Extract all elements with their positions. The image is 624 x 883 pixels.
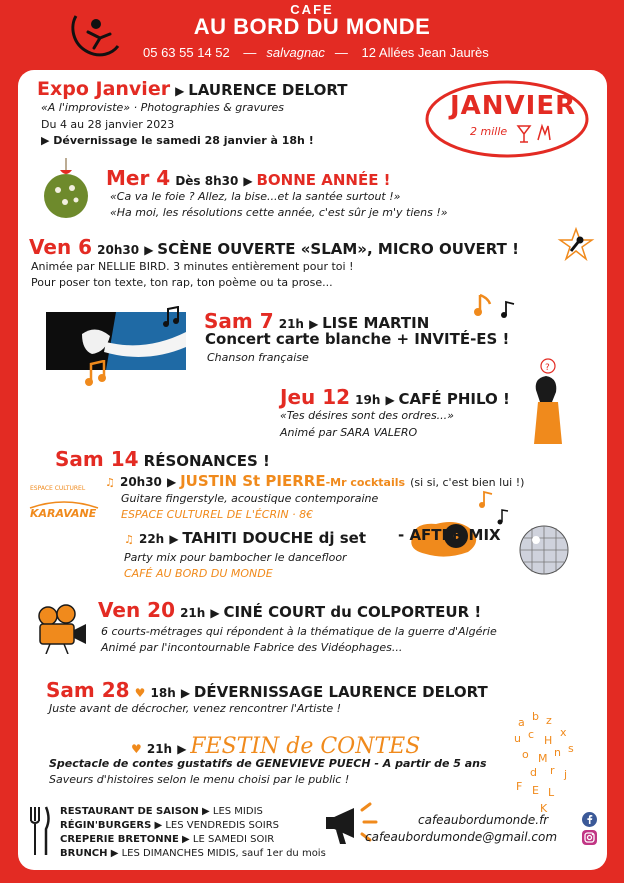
music-note-icon [84,360,108,388]
header [0,0,624,70]
ven20-time: 21h [180,606,206,620]
arrow-icon: ▶ [385,393,399,407]
jeu12-line2: Animé par SARA VALERO [280,426,418,439]
expo-subtitle [41,102,284,115]
letters-cascade-icon [510,712,584,816]
sam14-e1-heading [105,472,524,490]
arrow-icon: ▶ [309,317,323,331]
footer-item-when: LES DIMANCHES MIDIS, sauf 1er du mois [121,848,326,859]
sam14-e2-title: TAHITI DOUCHE dj set [182,529,366,547]
sam14-day: Sam 14 [55,447,139,471]
jeu12-day: Jeu 12 [280,385,351,409]
mer4-heading [106,167,391,190]
sam14-e1-place: ESPACE CULTUREL DE L'ÉCRIN · 8€ [121,508,314,521]
ven20-day: Ven 20 [98,598,175,622]
sam14-e2-heading [124,529,366,547]
svg-text:s: s [568,742,574,755]
music-note-icon [500,300,518,320]
svg-text:r: r [550,764,555,777]
mer4-time: Dès 8h30 [175,174,239,188]
svg-text:u: u [514,732,521,745]
sam7-time: 21h [278,317,304,331]
ven6-line2: Pour poser ton texte, ton rap, ton poème ou ta prose... [31,276,333,289]
sam14-e1-sub: -Mr cocktails [325,476,406,489]
arrow-icon: ▶ [182,834,190,845]
svg-text:n: n [554,746,561,759]
ven6-line1: Animée par NELLIE BIRD. 3 minutes entièrement pour toi ! [31,260,354,273]
expo-label: Expo Janvier [37,78,171,100]
sam14-e2-place: CAFÉ AU BORD DU MONDE [124,567,273,580]
sam28-heading [46,679,488,702]
arrow-icon: ▶ [144,243,158,257]
svg-text:a: a [518,716,525,729]
sam28-e2-line1: Spectacle de contes gustatifs de GENEVIEVE PUECH - A partir de 5 ans [49,757,487,770]
svg-text:o: o [522,748,529,761]
svg-text:c: c [528,728,535,741]
ven20-line1: 6 courts-métrages qui répondent à la thématique de la guerre d'Algérie [101,625,497,638]
svg-text:z: z [546,714,552,727]
sam28-e2-title: FESTIN de CONTES [190,734,421,759]
sam14-heading [55,448,270,471]
sam14-e1-time: 20h30 [119,475,162,489]
facebook-icon[interactable] [582,812,597,827]
sam28-e2-heading [131,734,420,759]
footer-item-when: LES MIDIS [212,806,263,817]
expo-show-title: «A l'improviste» [41,101,131,114]
karavane-logo [28,480,100,528]
karavane-logo-label: ESPACE CULTUREL [30,485,86,492]
sam14-e1-note: (si si, c'est bien lui !) [410,476,525,489]
music-note-icon [472,292,494,318]
footer-item-name: BRUNCH [60,848,108,859]
arrow-icon: ▶ [154,820,163,831]
sam14-e2-time: 22h [138,532,165,546]
footer-item-name: CREPERIE BRETONNE [60,834,179,845]
microphone-star-icon [557,227,595,263]
ven6-day: Ven 6 [29,235,93,259]
jeu12-title: CAFÉ PHILO ! [398,390,510,408]
music-note-icon: ♫ [105,476,115,489]
instagram-icon[interactable] [582,830,597,845]
town-name: salvagnac [266,45,325,60]
jeu12-heading [280,386,510,409]
arrow-icon: ▶ [169,532,183,546]
town-separator-2: — [334,45,348,60]
sam14-e2-after: - AFTER MIX [398,526,501,544]
program-card [18,70,607,870]
facebook-link[interactable]: cafeaubordumonde.fr [418,813,549,827]
sam14-e1-title: JUSTIN St PIERRE [180,472,326,490]
arrow-icon: ▶ [180,686,194,700]
thinking-woman-icon [522,356,574,446]
svg-text:E: E [532,784,539,797]
arrow-icon: ▶ [201,806,210,817]
footer-item [60,806,263,817]
music-note-icon [496,508,514,526]
svg-text:M: M [538,752,548,765]
svg-text:d: d [530,766,537,779]
mer4-day: Mer 4 [106,166,171,190]
phone-number: 05 63 55 14 52 [143,45,230,60]
ven20-line2: Animé par l'incontournable Fabrice des Vidéophages... [101,641,403,654]
sam7-subtitle: Concert carte blanche + INVITÉ-ES ! [205,330,510,348]
svg-text:H: H [544,734,553,747]
svg-text:K: K [540,802,548,815]
expo-show-type: · Photographies & gravures [130,101,285,114]
sam14-e2-line: Party mix pour bambocher le dancefloor [124,551,347,564]
arrow-icon: ▶ [210,606,224,620]
sam7-day: Sam 7 [204,309,274,333]
contact-line [143,45,499,60]
expo-artist: LAURENCE DELORT [188,81,348,99]
month-year: 2 mille [470,125,508,138]
cafe-label: CAFE [290,2,334,17]
svg-text:F: F [516,780,523,793]
sam7-line1: Chanson française [207,351,309,364]
sam28-e2-time: 21h [146,742,173,756]
fork-knife-icon [26,805,52,857]
town-separator: — [243,45,257,60]
footer-item-when: LE SAMEDI SOIR [192,834,275,845]
address: 12 Allées Jean Jaurès [361,45,489,60]
music-note-icon [162,306,182,330]
footer-item-name: RESTAURANT DE SAISON [60,806,199,817]
expo-vernissage [41,135,314,148]
sam28-time: 18h [150,686,176,700]
sam7-title: LISE MARTIN [322,314,430,332]
music-note-icon [478,490,498,510]
arrow-icon: ▶ [167,475,181,489]
arrow-icon: ▶ [243,174,257,188]
sam28-day: Sam 28 [46,678,130,702]
footer-item [60,848,326,859]
jeu12-time: 19h [355,393,381,407]
footer-item-when: LES VENDREDIS SOIRS [165,820,280,831]
sam28-e2-line2: Saveurs d'histoires selon le menu choisi par le public ! [49,773,350,786]
music-note-icon: ♫ [124,533,134,546]
disco-ball-icon [516,522,572,578]
svg-text:?: ? [545,363,550,373]
expo-vernissage-text: Dévernissage le samedi 28 janvier à 18h ! [53,134,314,147]
mistletoe-icon [38,158,94,222]
wine-glass-icon [514,122,554,146]
ven6-heading [29,236,519,259]
jeu12-line1: «Tes désires sont des ordres...» [280,409,454,422]
heart-icon: ♥ [134,686,146,700]
svg-text:j: j [564,768,568,781]
film-camera-icon [30,602,90,654]
mer4-title: BONNE ANNÉE ! [256,171,391,189]
ven6-time: 20h30 [97,243,140,257]
footer-item-name: RÉGIN'BURGERS [60,820,152,831]
arrow-icon: ▶ [41,134,54,147]
arrow-icon: ▶ [110,848,119,859]
svg-text:b: b [532,712,539,723]
email-link[interactable]: cafeaubordumonde@gmail.com [365,830,558,844]
cafe-name: AU BORD DU MONDE [193,14,431,39]
svg-text:L: L [548,786,555,799]
footer-item [60,820,279,831]
sam28-line1: Juste avant de décrocher, venez rencontrer l'Artiste ! [49,702,342,715]
expo-heading [37,79,348,101]
sam14-e1-line: Guitare fingerstyle, acoustique contemporaine [121,492,379,505]
month-title: JANVIER [450,91,577,121]
ven20-title: CINÉ COURT du COLPORTEUR ! [223,603,482,621]
ven20-heading [98,599,481,622]
footer-item [60,834,274,845]
arrow-icon: ▶ [177,742,191,756]
svg-text:x: x [560,726,567,739]
arrow-icon: ▶ [175,84,189,98]
karavane-logo-name: KARAVANE [30,507,97,520]
sam28-title: DÉVERNISSAGE LAURENCE DELORT [193,683,488,701]
mer4-line2: «Ha moi, les résolutions cette année, c'est sûr je m'y tiens !» [110,206,448,219]
karavane-logo-icon [28,498,100,510]
sam14-title: RÉSONANCES ! [143,452,270,470]
ven6-title: SCÈNE OUVERTE «SLAM», MICRO OUVERT ! [157,240,519,258]
mer4-line1: «Ca va le foie ? Allez, la bise...et la santée surtout !» [110,190,401,203]
heart-icon: ♥ [131,742,142,756]
expo-dates: Du 4 au 28 janvier 2023 [41,118,175,131]
